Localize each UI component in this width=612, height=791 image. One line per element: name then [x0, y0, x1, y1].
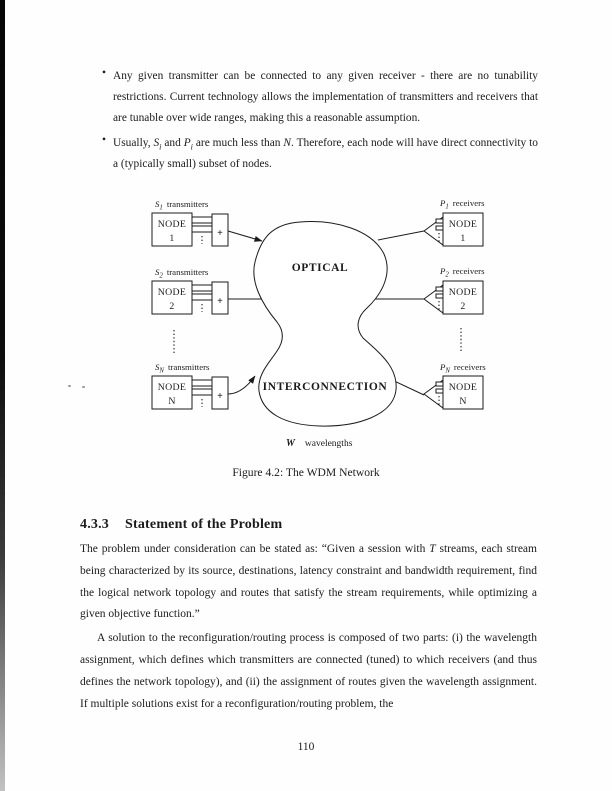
combiner-plus-icon: +: [217, 296, 223, 307]
receiver-group-label: $P_1$ receivers: [440, 198, 485, 211]
receiver-group-1: [424, 198, 485, 246]
section-number: 4.3.3: [80, 517, 109, 532]
node-id: 1: [169, 233, 175, 244]
node-label: NODE: [157, 382, 187, 393]
receiver-group-2: [424, 266, 485, 314]
page-number: 110: [297, 741, 315, 753]
node-label: NODE: [157, 219, 187, 230]
bullet-icon: •: [102, 67, 107, 79]
bullet-item: [102, 133, 538, 175]
node-id: 2: [169, 301, 175, 312]
receiver-group-label: $P_N$ receivers: [440, 362, 486, 375]
bullet-icon: •: [102, 134, 107, 146]
transmitter-unit: [192, 285, 212, 291]
node-label: NODE: [448, 287, 478, 298]
combiner-plus-icon: +: [217, 228, 223, 239]
transmitter-unit: [192, 294, 212, 300]
section-title: Statement of the Problem: [125, 517, 283, 532]
node-id: N: [168, 396, 176, 407]
receiver-group-n: [424, 362, 486, 409]
paragraph: The problem under consideration can be stated as: “Given a session with T streams, each stream being characterized by its source, destinations, latency constraint and bandwidth requirement, find the logical network topology and routes that satisfy the stream requirements, while optimizing a given objective function.”: [80, 543, 537, 621]
transmit-link-1: [228, 231, 262, 241]
node-label: NODE: [448, 219, 478, 230]
cloud-label-interconnection: INTERCONNECTION: [262, 381, 388, 393]
transmitter-group-n: [152, 362, 228, 409]
transmit-link-n: [228, 376, 255, 394]
combiner-plus-icon: +: [217, 391, 223, 402]
transmitter-group-2: [152, 267, 228, 314]
transmitter-unit: [192, 226, 212, 232]
receiver-group-label: $P_2$ receivers: [440, 266, 485, 279]
bullet-item: [102, 66, 538, 130]
receive-link-1: [378, 231, 424, 240]
node-id: 1: [460, 233, 466, 244]
transmitter-group-label: $S_N$ transmitters: [155, 362, 210, 375]
transmitter-group-1: [152, 199, 228, 246]
node-id: N: [459, 396, 467, 407]
wdm-network-figure: [0, 190, 612, 460]
bullet-text: Any given transmitter can be connected to any given receiver - there are no tunability restrictions. Current technology allows the implementation of transmitters and receivers that are tunable over wide ranges, making this a reasonable assumption.: [113, 70, 538, 125]
cloud-label-optical: OPTICAL: [291, 262, 349, 274]
node-label: NODE: [157, 287, 187, 298]
figure-caption: Figure 4.2: The WDM Network: [232, 466, 380, 479]
bullet-text: Usually, $S_i$ and $P_i$ are much less than N. Therefore, each node will have direct connectivity to a (typically small) subset of nodes.: [113, 137, 538, 171]
wavelengths-label: W wavelengths: [286, 438, 353, 449]
paragraph: A solution to the reconfiguration/routing process is composed of two parts: (i) the wavelength assignment, which defines which transmitters are connected (tuned) to which receivers (and thus defines the network topology), and (ii) the assignment of routes given the wavelength assignment. If multiple solutions exist for a reconfiguration/routing problem, the: [80, 632, 537, 710]
transmitter-group-label: $S_2$ transmitters: [155, 267, 209, 280]
transmitter-unit: [192, 217, 212, 223]
node-id: 2: [460, 301, 466, 312]
transmitter-unit: [192, 389, 212, 395]
optical-cloud-shape: [254, 222, 396, 427]
body-text: [80, 539, 537, 715]
section-heading: [80, 517, 282, 533]
transmitter-group-label: $S_1$ transmitters: [155, 199, 209, 212]
transmitter-unit: [192, 380, 212, 386]
node-label: NODE: [448, 382, 478, 393]
